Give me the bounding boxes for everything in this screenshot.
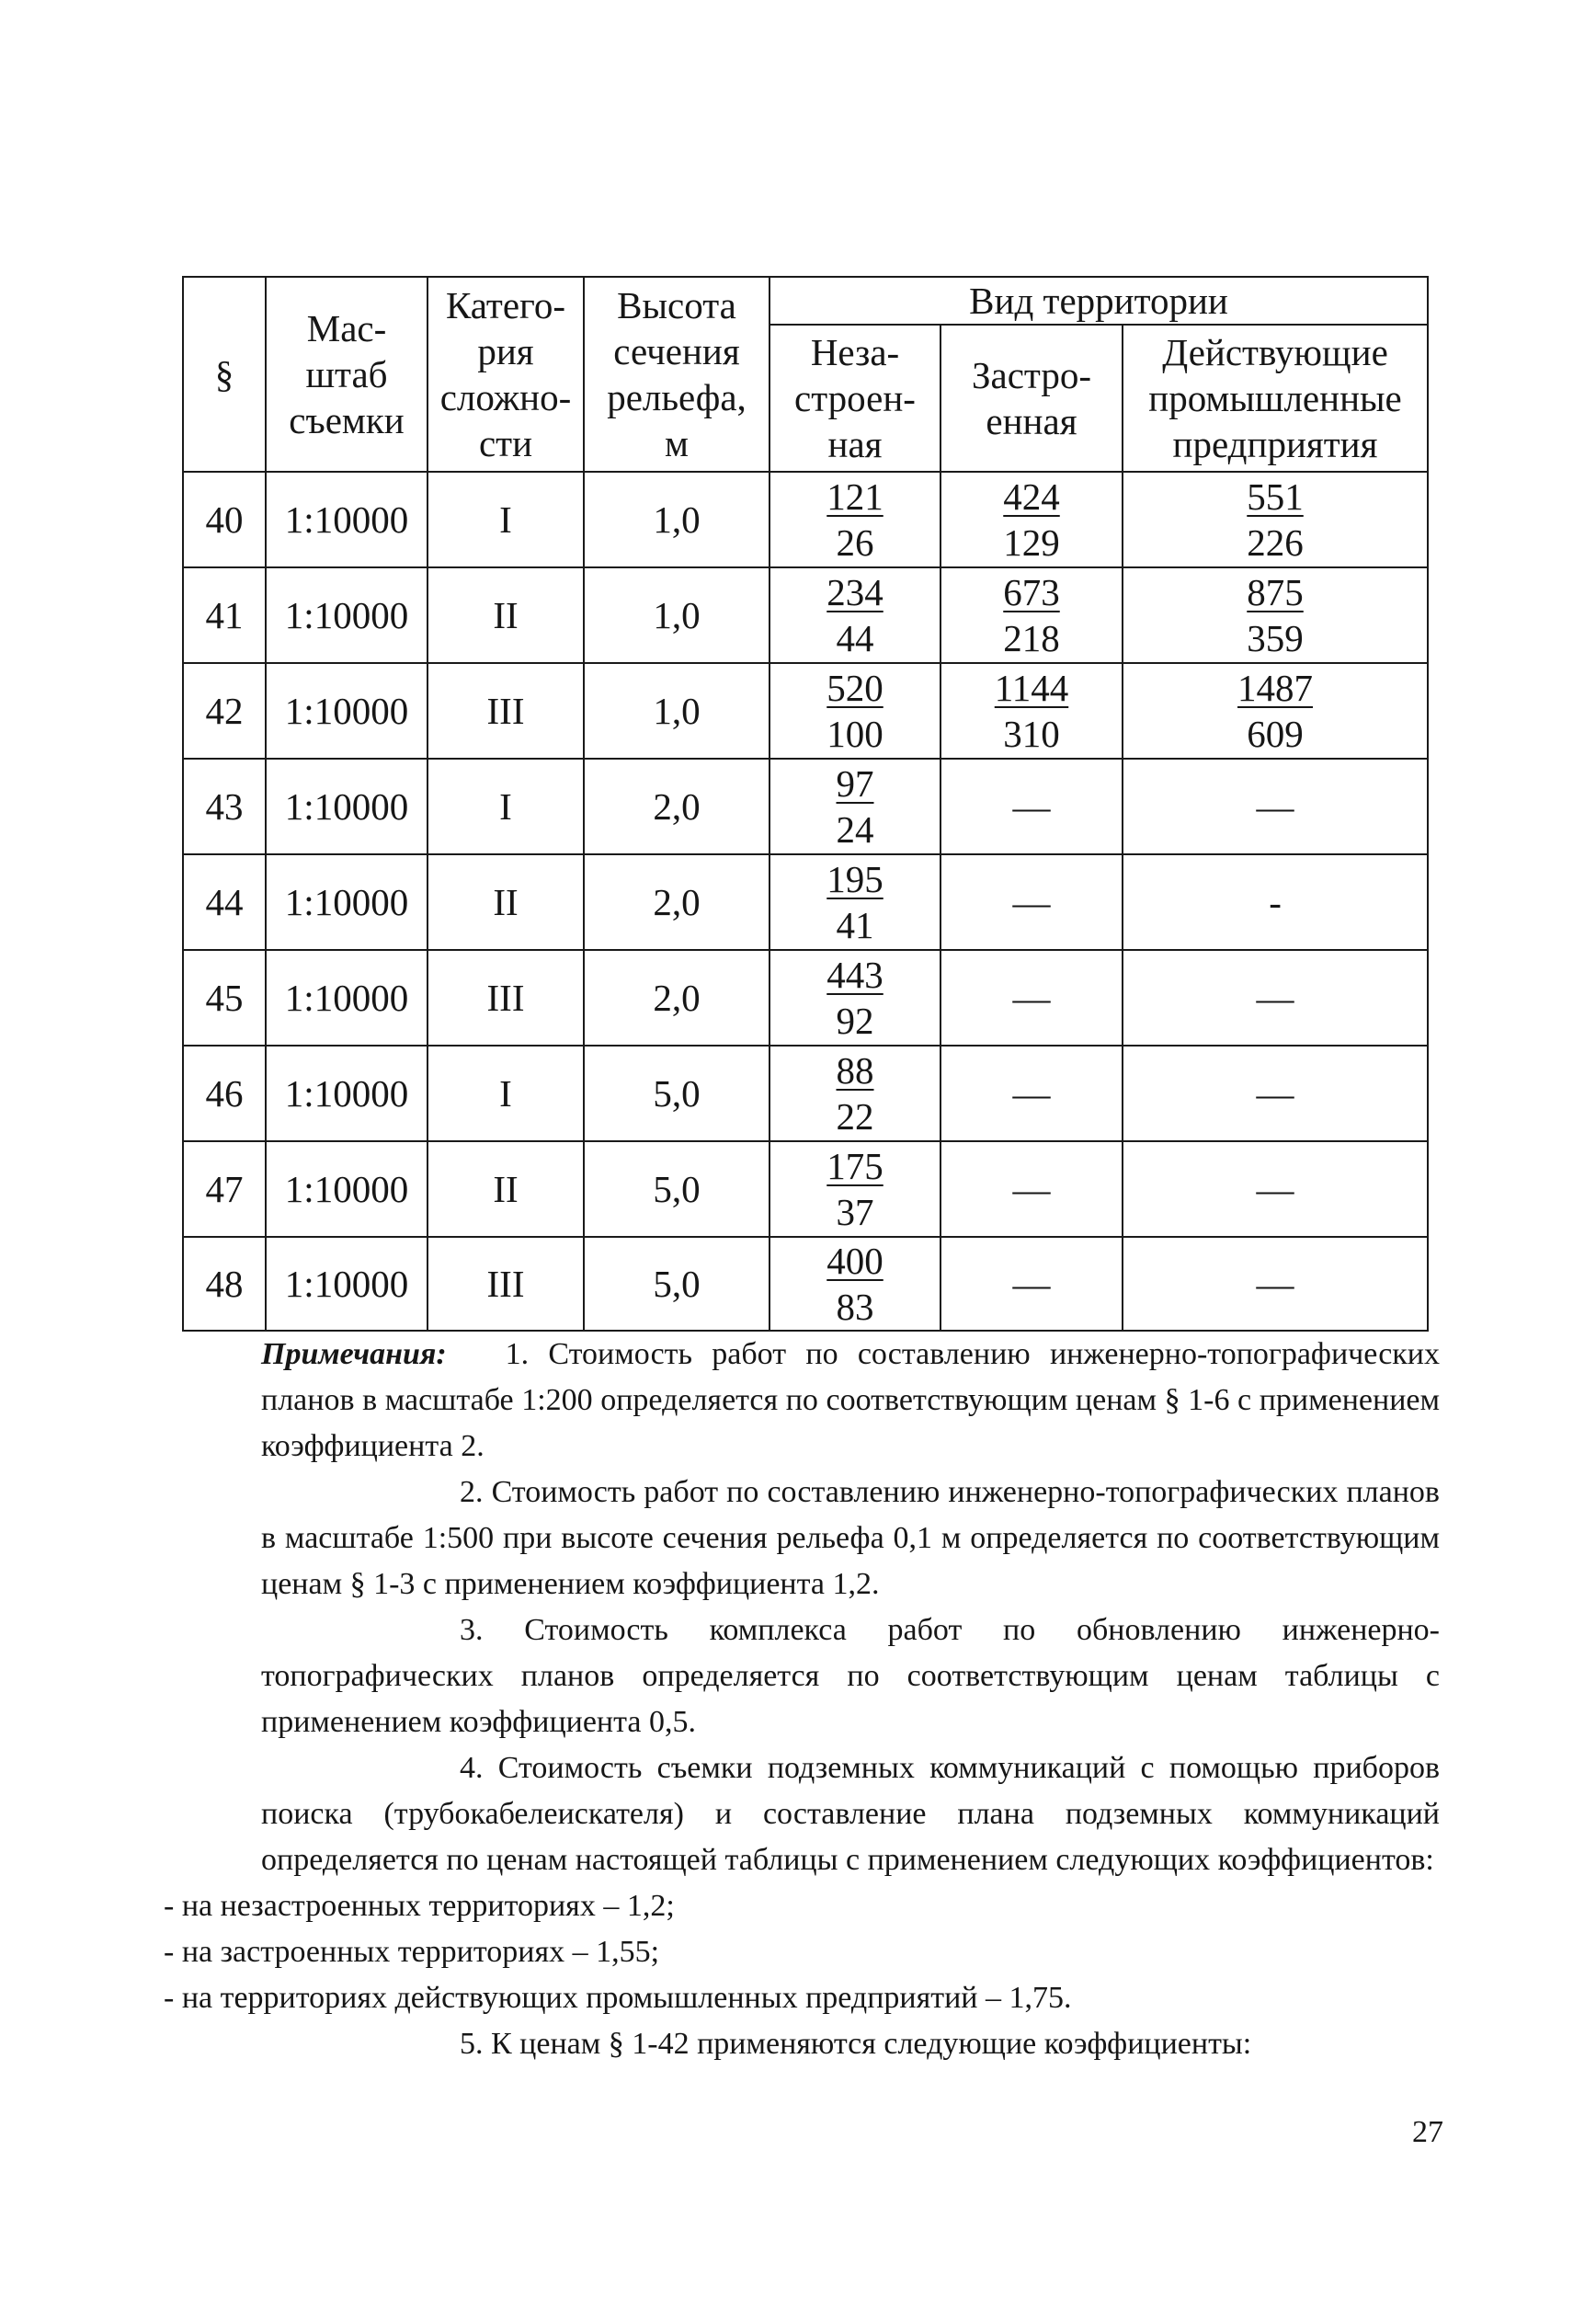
industrial-cell bbox=[1123, 1141, 1428, 1237]
undeveloped-cell bbox=[770, 1046, 940, 1141]
price-value: 97 bbox=[836, 762, 874, 805]
header-developed: Застро- енная bbox=[940, 325, 1123, 472]
price-value: 875 bbox=[1247, 571, 1304, 613]
section-cell: 41 bbox=[183, 567, 266, 663]
header-scale: Мас- штаб съемки bbox=[266, 277, 428, 472]
table-row bbox=[183, 1237, 1428, 1331]
developed-cell bbox=[940, 854, 1123, 950]
price-value: 195 bbox=[826, 858, 884, 900]
dash-mark: — bbox=[1256, 1168, 1294, 1210]
industrial-cell bbox=[1123, 1237, 1428, 1331]
scale-cell: 1:10000 bbox=[266, 663, 428, 759]
developed-cell bbox=[940, 472, 1123, 567]
list-item: - на территориях действующих промышленных предприятий – 1,75. bbox=[164, 1981, 1072, 2015]
price-value: 218 bbox=[1003, 617, 1060, 659]
price-value: 443 bbox=[826, 954, 884, 996]
developed-cell bbox=[940, 759, 1123, 854]
table-row bbox=[183, 472, 1428, 567]
industrial-cell bbox=[1123, 759, 1428, 854]
section-cell: 44 bbox=[183, 854, 266, 950]
industrial-cell bbox=[1123, 472, 1428, 567]
header-category: Катего- рия сложно- сти bbox=[428, 277, 584, 472]
price-value: 1487 bbox=[1237, 667, 1314, 709]
note-1 bbox=[261, 1332, 1440, 1470]
table-row bbox=[183, 759, 1428, 854]
height-cell: 1,0 bbox=[584, 567, 770, 663]
price-value: 26 bbox=[836, 521, 874, 564]
undeveloped-cell bbox=[770, 950, 940, 1046]
dash-mark: — bbox=[1256, 977, 1294, 1019]
category-cell: III bbox=[428, 950, 584, 1046]
dash-mark: — bbox=[1012, 1168, 1051, 1210]
table-row bbox=[183, 663, 1428, 759]
developed-cell bbox=[940, 567, 1123, 663]
price-value: 234 bbox=[826, 571, 884, 613]
notes-label: Примечания: bbox=[261, 1337, 447, 1371]
scale-cell: 1:10000 bbox=[266, 1046, 428, 1141]
header-territory: Вид территории bbox=[770, 277, 1428, 325]
note-4: 4. Стоимость съемки подземных коммуникаций с помощью приборов поиска (трубокабелеискателя) и составление плана подземных коммуникаций определяется по ценам настоящей таблицы с применением следующих коэффициентов: bbox=[261, 1751, 1440, 1877]
note-3: 3. Стоимость комплекса работ по обновлению инженерно-топографических планов определяется по соответствующим ценам таблицы с применением коэффициента 0,5. bbox=[261, 1613, 1440, 1739]
header-height: Высота сечения рельефа, м bbox=[584, 277, 770, 472]
dash-mark: — bbox=[1256, 1263, 1294, 1305]
note-5: 5. К ценам § 1-42 применяются следующие коэффициенты: bbox=[460, 2027, 1252, 2061]
developed-cell bbox=[940, 1237, 1123, 1331]
undeveloped-cell bbox=[770, 663, 940, 759]
dash-mark: — bbox=[1256, 1072, 1294, 1115]
section-cell: 48 bbox=[183, 1237, 266, 1331]
dash-mark: - bbox=[1269, 881, 1282, 923]
section-cell: 40 bbox=[183, 472, 266, 567]
category-cell: II bbox=[428, 854, 584, 950]
header-industrial: Действующие промышленные предприятия bbox=[1123, 325, 1428, 472]
dash-mark: — bbox=[1012, 1072, 1051, 1115]
price-value: 121 bbox=[826, 475, 884, 518]
section-cell: 47 bbox=[183, 1141, 266, 1237]
category-cell: III bbox=[428, 663, 584, 759]
dash-mark: — bbox=[1012, 881, 1051, 923]
price-value: 37 bbox=[836, 1191, 874, 1233]
table-row bbox=[183, 950, 1428, 1046]
price-value: 1144 bbox=[994, 667, 1069, 709]
developed-cell bbox=[940, 950, 1123, 1046]
list-item: - на застроенных территориях – 1,55; bbox=[164, 1935, 660, 1969]
list-item: - на незастроенных территориях – 1,2; bbox=[164, 1889, 675, 1923]
price-value: 359 bbox=[1247, 617, 1304, 659]
price-value: 88 bbox=[836, 1049, 874, 1092]
industrial-cell bbox=[1123, 663, 1428, 759]
page-number: 27 bbox=[1412, 2115, 1443, 2149]
height-cell: 5,0 bbox=[584, 1237, 770, 1331]
category-cell: III bbox=[428, 1237, 584, 1331]
undeveloped-cell bbox=[770, 1237, 940, 1331]
category-cell: II bbox=[428, 567, 584, 663]
note-2: 2. Стоимость работ по составлению инженерно-топографических планов в масштабе 1:500 при высоте сечения рельефа 0,1 м определяется по соответствующим ценам § 1-3 с применением коэффициента 1,2. bbox=[261, 1475, 1440, 1601]
industrial-cell bbox=[1123, 567, 1428, 663]
height-cell: 2,0 bbox=[584, 759, 770, 854]
price-value: 175 bbox=[826, 1145, 884, 1187]
scale-cell: 1:10000 bbox=[266, 854, 428, 950]
developed-cell bbox=[940, 1046, 1123, 1141]
scale-cell: 1:10000 bbox=[266, 567, 428, 663]
dash-mark: — bbox=[1012, 785, 1051, 828]
header-undeveloped: Неза- строен- ная bbox=[770, 325, 940, 472]
industrial-cell bbox=[1123, 950, 1428, 1046]
price-value: 424 bbox=[1003, 475, 1060, 518]
category-cell: I bbox=[428, 472, 584, 567]
industrial-cell bbox=[1123, 1046, 1428, 1141]
section-cell: 42 bbox=[183, 663, 266, 759]
scale-cell: 1:10000 bbox=[266, 759, 428, 854]
notes-section bbox=[164, 1332, 1441, 2067]
scale-cell: 1:10000 bbox=[266, 1141, 428, 1237]
price-value: 41 bbox=[836, 904, 874, 946]
category-cell: II bbox=[428, 1141, 584, 1237]
developed-cell bbox=[940, 1141, 1123, 1237]
section-cell: 45 bbox=[183, 950, 266, 1046]
price-value: 83 bbox=[836, 1286, 874, 1328]
price-table bbox=[182, 276, 1429, 1332]
price-value: 609 bbox=[1247, 713, 1304, 755]
price-value: 22 bbox=[836, 1095, 874, 1138]
industrial-cell bbox=[1123, 854, 1428, 950]
height-cell: 2,0 bbox=[584, 950, 770, 1046]
price-value: 44 bbox=[836, 617, 874, 659]
dash-mark: — bbox=[1256, 785, 1294, 828]
price-value: 226 bbox=[1247, 521, 1304, 564]
table-row bbox=[183, 567, 1428, 663]
price-value: 400 bbox=[826, 1240, 884, 1282]
section-cell: 46 bbox=[183, 1046, 266, 1141]
table-row bbox=[183, 1046, 1428, 1141]
price-value: 129 bbox=[1003, 521, 1060, 564]
price-value: 673 bbox=[1003, 571, 1060, 613]
height-cell: 1,0 bbox=[584, 663, 770, 759]
category-cell: I bbox=[428, 1046, 584, 1141]
price-value: 310 bbox=[1003, 713, 1060, 755]
height-cell: 2,0 bbox=[584, 854, 770, 950]
category-cell: I bbox=[428, 759, 584, 854]
section-cell: 43 bbox=[183, 759, 266, 854]
header-section: § bbox=[183, 277, 266, 472]
scale-cell: 1:10000 bbox=[266, 472, 428, 567]
undeveloped-cell bbox=[770, 759, 940, 854]
undeveloped-cell bbox=[770, 854, 940, 950]
undeveloped-cell bbox=[770, 1141, 940, 1237]
scale-cell: 1:10000 bbox=[266, 950, 428, 1046]
dash-mark: — bbox=[1012, 977, 1051, 1019]
price-value: 551 bbox=[1247, 475, 1304, 518]
height-cell: 1,0 bbox=[584, 472, 770, 567]
height-cell: 5,0 bbox=[584, 1141, 770, 1237]
table-row bbox=[183, 854, 1428, 950]
price-value: 24 bbox=[836, 808, 874, 851]
height-cell: 5,0 bbox=[584, 1046, 770, 1141]
price-value: 520 bbox=[826, 667, 884, 709]
undeveloped-cell bbox=[770, 567, 940, 663]
developed-cell bbox=[940, 663, 1123, 759]
undeveloped-cell bbox=[770, 472, 940, 567]
note-1-text: 1. Стоимость работ по составлению инженерно-топографических планов в масштабе 1:200 определяется по соответствующим ценам § 1-6 с применением коэффициента 2. bbox=[261, 1337, 1441, 1463]
price-value: 100 bbox=[826, 713, 884, 755]
price-value: 92 bbox=[836, 1000, 874, 1042]
dash-mark: — bbox=[1012, 1263, 1051, 1305]
scale-cell: 1:10000 bbox=[266, 1237, 428, 1331]
table-row bbox=[183, 1141, 1428, 1237]
